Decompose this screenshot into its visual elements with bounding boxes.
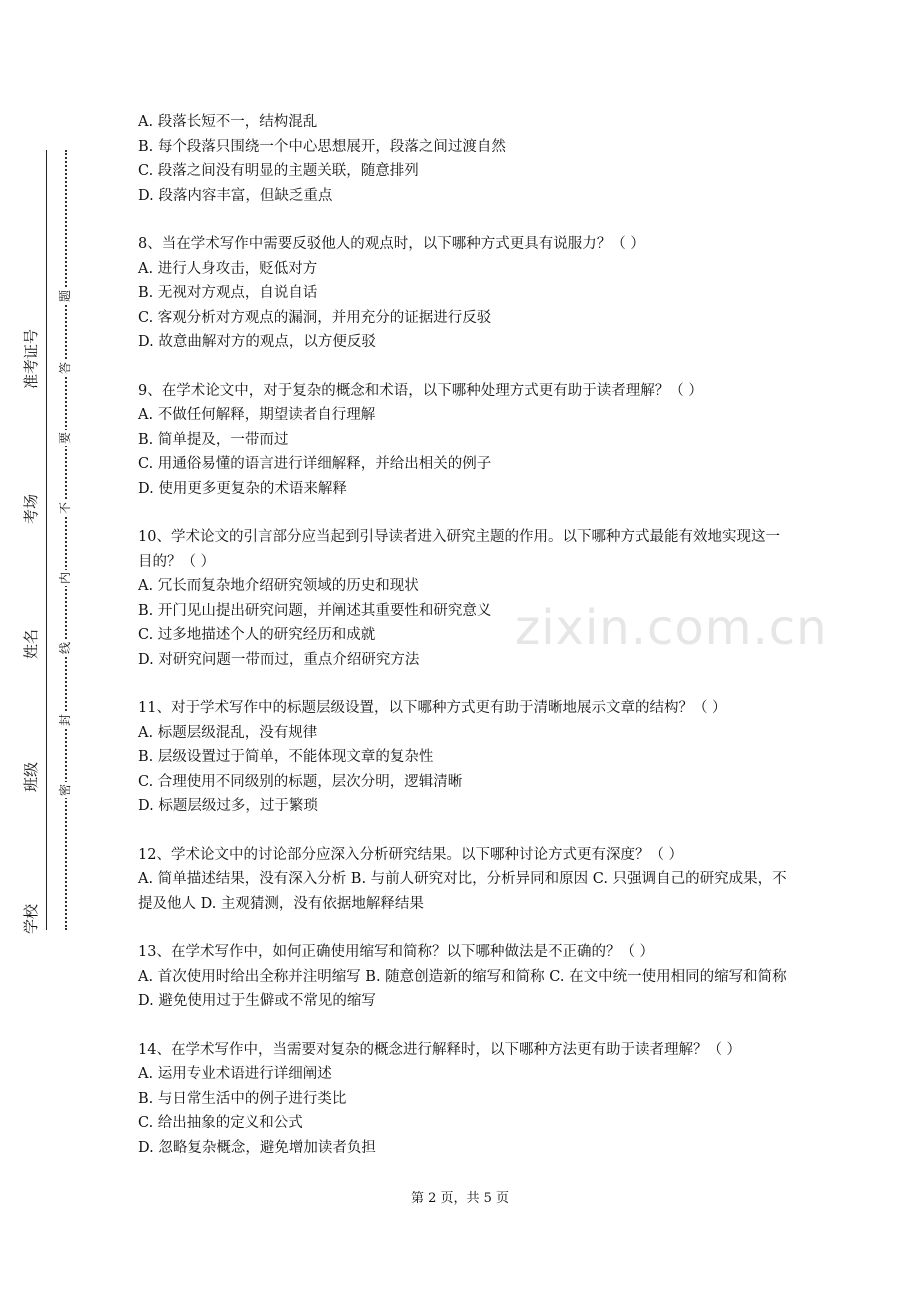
seal-char: 密 <box>58 784 72 797</box>
question-10 <box>138 525 788 672</box>
field-admission-number: 准考证号 <box>22 328 40 389</box>
option: C. 段落之间没有明显的主题关联，随意排列 <box>138 163 419 179</box>
field-class: 班级 <box>22 761 40 792</box>
binding-solid-line <box>46 150 47 930</box>
option: D. 忽略复杂概念，避免增加读者负担 <box>138 1139 376 1156</box>
question-11 <box>138 696 788 819</box>
option: B. 简单提及，一带而过 <box>138 431 289 448</box>
option: A. 段落长短不一，结构混乱 <box>138 114 318 130</box>
question-stem: 13、在学术写作中，如何正确使用缩写和简称？以下哪种做法是不正确的？（ ） <box>138 944 655 960</box>
option: B. 开门见山提出研究问题，并阐述其重要性和研究意义 <box>138 602 492 619</box>
question-stem: 8、当在学术写作中需要反驳他人的观点时，以下哪种方式更具有说服力？（ ） <box>138 236 645 252</box>
option: C. 客观分析对方观点的漏洞，并用充分的证据进行反驳 <box>138 309 492 326</box>
question-14 <box>138 1038 788 1161</box>
option: D. 故意曲解对方的观点，以方便反驳 <box>138 334 376 350</box>
option: D. 对研究问题一带而过，重点介绍研究方法 <box>138 651 420 668</box>
question-stem: 11、对于学术写作中的标题层级设置，以下哪种方式更有助于清晰地展示文章的结构？（ ） <box>138 700 727 716</box>
page-number-footer: 第 2 页，共 5 页 <box>410 1191 510 1206</box>
seal-char: 内 <box>58 572 72 585</box>
question-9 <box>138 379 788 502</box>
question-stem: 10、学术论文的引言部分应当起到引导读者进入研究主题的作用。以下哪种方式最能有效地实现这一目的？（ ） <box>138 529 780 570</box>
field-name: 姓名 <box>22 628 40 659</box>
question-12 <box>138 843 788 917</box>
question-stem: 9、在学术论文中，对于复杂的概念和术语，以下哪种处理方式更有助于读者理解？（ ） <box>138 382 703 399</box>
option: A. 运用专业术语进行详细阐述 <box>138 1066 332 1082</box>
option: A. 冗长而复杂地介绍研究领域的历史和现状 <box>138 578 419 594</box>
question-options-inline: A. 首次使用时给出全称并注明缩写 B. 随意创造新的缩写和简称 C. 在文中统一使用相同的缩写和简称 D. 避免使用过于生僻或不常见的缩写 <box>138 968 787 1009</box>
seal-char: 不 <box>58 502 72 515</box>
option: C. 用通俗易懂的语言进行详细解释，并给出相关的例子 <box>138 456 492 472</box>
question-stem: 12、学术论文中的讨论部分应深入分析研究结果。以下哪种讨论方式更有深度？（ ） <box>138 846 684 863</box>
seal-char: 要 <box>58 432 72 445</box>
option: B. 与日常生活中的例子进行类比 <box>138 1090 347 1107</box>
binding-margin <box>0 150 100 940</box>
question-13 <box>138 940 788 1014</box>
option: D. 段落内容丰富，但缺乏重点 <box>138 187 333 204</box>
seal-char: 题 <box>58 290 72 303</box>
option: D. 使用更多更复杂的术语来解释 <box>138 480 347 497</box>
question-content <box>138 110 788 1160</box>
question-options-inline: A. 简单描述结果，没有深入分析 B. 与前人研究对比，分析异同和原因 C. 只强调自己的研究成果，不提及他人 D. 主观猜测，没有依据地解释结果 <box>138 871 787 912</box>
watermark: zixin.com.cn <box>515 600 828 656</box>
option: B. 无视对方观点，自说自话 <box>138 285 318 301</box>
field-school: 学校 <box>22 903 40 934</box>
option: A. 不做任何解释，期望读者自行理解 <box>138 407 376 423</box>
seal-char: 答 <box>58 362 72 375</box>
option: C. 合理使用不同级别的标题，层次分明，逻辑清晰 <box>138 773 463 790</box>
option: C. 给出抽象的定义和公式 <box>138 1115 303 1131</box>
option: B. 层级设置过于简单，不能体现文章的复杂性 <box>138 749 434 765</box>
previous-question-options <box>138 110 788 208</box>
option: A. 标题层级混乱，没有规律 <box>138 724 318 741</box>
question-8 <box>138 232 788 355</box>
question-stem: 14、在学术写作中，当需要对复杂的概念进行解释时，以下哪种方法更有助于读者理解？（ ） <box>138 1041 742 1058</box>
seal-char: 线 <box>58 642 72 655</box>
option: C. 过多地描述个人的研究经历和成就 <box>138 627 376 643</box>
binding-dotted-line <box>65 150 67 930</box>
option: D. 标题层级过多，过于繁琐 <box>138 798 318 814</box>
seal-char: 封 <box>58 714 72 727</box>
field-exam-room: 考场 <box>22 493 40 524</box>
option: B. 每个段落只围绕一个中心思想展开，段落之间过渡自然 <box>138 138 506 155</box>
option: A. 进行人身攻击，贬低对方 <box>138 260 318 277</box>
